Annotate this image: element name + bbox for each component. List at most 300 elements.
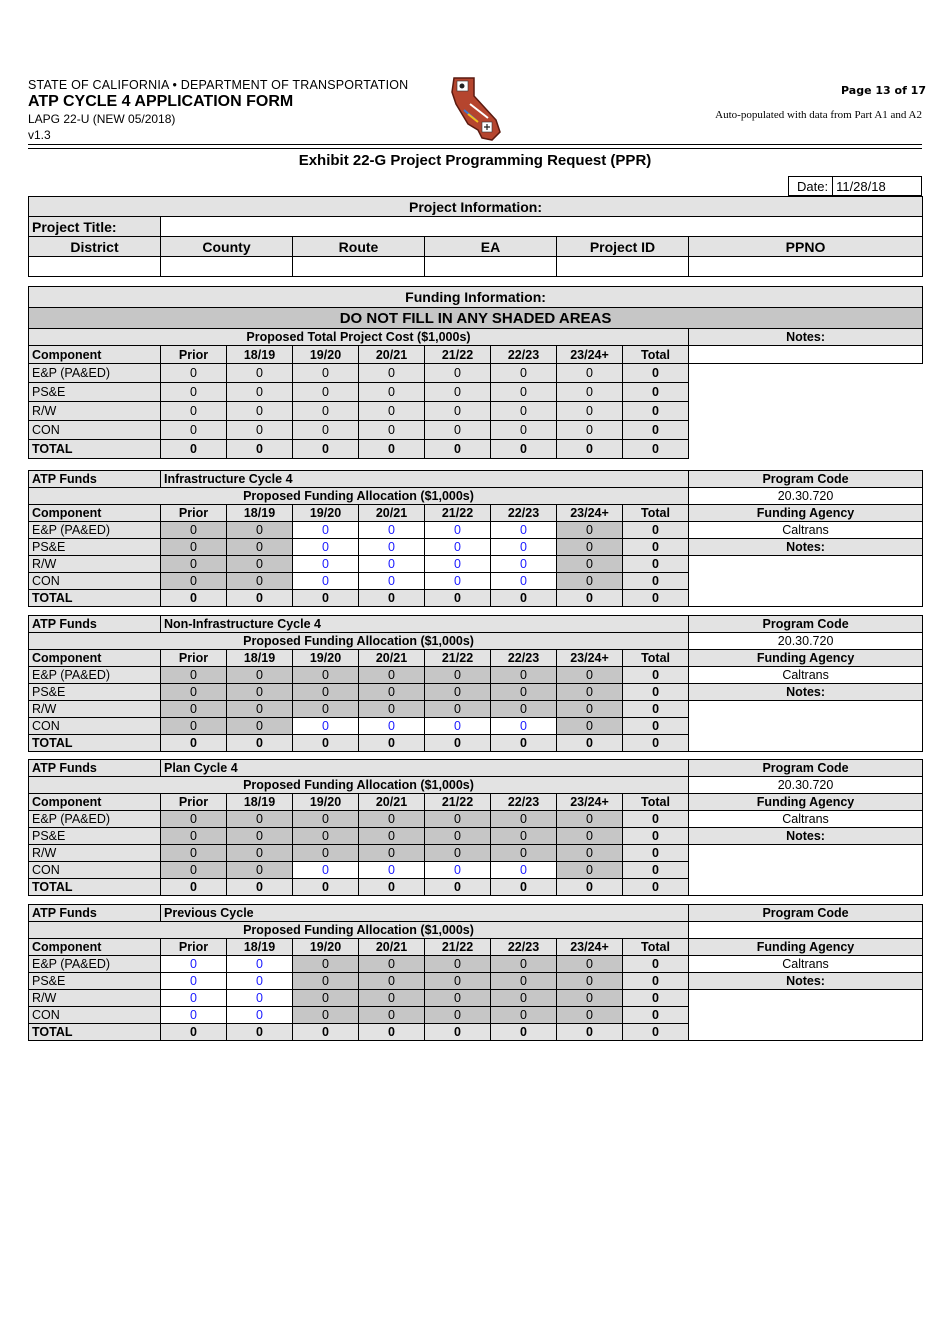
cost-value: 0 — [293, 440, 359, 459]
allocation-value[interactable]: 0 — [227, 1007, 293, 1024]
column-header: 23/24+ — [557, 505, 623, 522]
column-header: 21/22 — [425, 505, 491, 522]
column-header: 19/20 — [293, 346, 359, 364]
allocation-value: 0 — [227, 701, 293, 718]
allocation-value: 0 — [161, 879, 227, 896]
component-label: R/W — [29, 845, 161, 862]
funding-agency-value[interactable]: Caltrans — [689, 667, 923, 684]
component-label: E&P (PA&ED) — [29, 364, 161, 383]
allocation-value: 0 — [557, 990, 623, 1007]
allocation-value[interactable]: 0 — [293, 556, 359, 573]
allocation-value: 0 — [557, 718, 623, 735]
cost-value: 0 — [293, 364, 359, 383]
allocation-value: 0 — [359, 1024, 425, 1041]
allocation-value: 0 — [359, 956, 425, 973]
allocation-value: 0 — [161, 811, 227, 828]
allocation-value: 0 — [623, 1007, 689, 1024]
form-title: ATP CYCLE 4 APPLICATION FORM — [28, 93, 294, 110]
funding-agency-value[interactable]: Caltrans — [689, 956, 923, 973]
allocation-value: 0 — [161, 667, 227, 684]
column-header: Prior — [161, 650, 227, 667]
cost-value: 0 — [491, 440, 557, 459]
allocation-value: 0 — [425, 879, 491, 896]
allocation-value: 0 — [557, 811, 623, 828]
component-label: R/W — [29, 402, 161, 421]
allocation-value: 0 — [557, 539, 623, 556]
allocation-value: 0 — [425, 590, 491, 607]
allocation-row — [29, 828, 923, 845]
allocation-value: 0 — [623, 1024, 689, 1041]
allocation-value[interactable]: 0 — [161, 1007, 227, 1024]
allocation-value: 0 — [623, 522, 689, 539]
cost-value: 0 — [557, 421, 623, 440]
allocation-value: 0 — [623, 718, 689, 735]
program-code-value[interactable]: 20.30.720 — [689, 777, 923, 794]
column-header: 18/19 — [227, 650, 293, 667]
allocation-value: 0 — [293, 845, 359, 862]
allocation-value[interactable]: 0 — [359, 862, 425, 879]
route-header: Route — [293, 237, 425, 257]
allocation-value[interactable]: 0 — [425, 522, 491, 539]
cost-value: 0 — [161, 364, 227, 383]
allocation-value: 0 — [161, 828, 227, 845]
column-header: 18/19 — [227, 939, 293, 956]
allocation-row — [29, 990, 923, 1007]
allocation-value: 0 — [425, 990, 491, 1007]
allocation-value: 0 — [623, 735, 689, 752]
component-label: CON — [29, 718, 161, 735]
allocation-value: 0 — [293, 1007, 359, 1024]
date-field[interactable]: 11/28/18 — [836, 179, 886, 194]
allocation-row — [29, 811, 923, 828]
funding-agency-value[interactable]: Caltrans — [689, 811, 923, 828]
allocation-value: 0 — [161, 556, 227, 573]
allocation-value: 0 — [557, 573, 623, 590]
column-header: 19/20 — [293, 794, 359, 811]
component-label: PS&E — [29, 539, 161, 556]
column-header: 21/22 — [425, 939, 491, 956]
allocation-value: 0 — [623, 684, 689, 701]
fund-cycle-name: Infrastructure Cycle 4 — [161, 471, 689, 488]
cost-value: 0 — [557, 383, 623, 402]
column-header: 23/24+ — [557, 939, 623, 956]
column-header: 19/20 — [293, 650, 359, 667]
funding-section-table — [28, 759, 923, 896]
allocation-value: 0 — [161, 684, 227, 701]
header-rule-secondary — [28, 148, 922, 149]
funding-section-table — [28, 470, 923, 607]
allocation-value[interactable]: 0 — [227, 990, 293, 1007]
cost-value: 0 — [227, 421, 293, 440]
allocation-value: 0 — [557, 1024, 623, 1041]
exhibit-title: Exhibit 22-G Project Programming Request (PPR) — [298, 152, 652, 169]
allocation-value: 0 — [425, 667, 491, 684]
allocation-value: 0 — [359, 845, 425, 862]
cost-value: 0 — [491, 383, 557, 402]
column-header: Total — [623, 650, 689, 667]
column-header: Total — [623, 346, 689, 364]
allocation-value: 0 — [491, 973, 557, 990]
allocation-value: 0 — [425, 956, 491, 973]
allocation-value: 0 — [425, 973, 491, 990]
allocation-value[interactable]: 0 — [359, 556, 425, 573]
allocation-value[interactable]: 0 — [491, 718, 557, 735]
allocation-value: 0 — [491, 667, 557, 684]
cost-value: 0 — [227, 440, 293, 459]
column-header: 19/20 — [293, 939, 359, 956]
allocation-value: 0 — [293, 956, 359, 973]
component-label: TOTAL — [29, 879, 161, 896]
project-id-field[interactable] — [557, 257, 689, 277]
allocation-value[interactable]: 0 — [491, 573, 557, 590]
allocation-value[interactable]: 0 — [227, 973, 293, 990]
allocation-value: 0 — [491, 845, 557, 862]
allocation-value[interactable]: 0 — [161, 990, 227, 1007]
notes-field[interactable] — [689, 701, 923, 752]
notes-label: Notes: — [689, 684, 923, 701]
allocation-value: 0 — [293, 973, 359, 990]
component-label: TOTAL — [29, 735, 161, 752]
allocation-value: 0 — [623, 811, 689, 828]
component-label: PS&E — [29, 383, 161, 402]
allocation-value: 0 — [227, 879, 293, 896]
cost-value: 0 — [623, 421, 689, 440]
project-information-table — [28, 196, 923, 277]
allocation-value: 0 — [359, 667, 425, 684]
allocation-value: 0 — [293, 879, 359, 896]
notes-label: Notes: — [689, 973, 923, 990]
allocation-value[interactable]: 0 — [359, 522, 425, 539]
allocation-value: 0 — [557, 956, 623, 973]
cost-row — [29, 364, 923, 383]
allocation-value: 0 — [227, 590, 293, 607]
allocation-value: 0 — [227, 1024, 293, 1041]
county-header: County — [161, 237, 293, 257]
auto-populated-note: Auto-populated with data from Part A1 and A2 — [715, 109, 922, 121]
allocation-value[interactable]: 0 — [293, 718, 359, 735]
column-header: 20/21 — [359, 650, 425, 667]
date-box — [788, 176, 922, 196]
allocation-value: 0 — [425, 845, 491, 862]
allocation-value: 0 — [227, 845, 293, 862]
allocation-value[interactable]: 0 — [425, 718, 491, 735]
cost-value: 0 — [161, 383, 227, 402]
cost-value: 0 — [623, 402, 689, 421]
component-label: E&P (PA&ED) — [29, 811, 161, 828]
allocation-row — [29, 684, 923, 701]
allocation-value: 0 — [359, 811, 425, 828]
allocation-value: 0 — [557, 667, 623, 684]
column-header: 22/23 — [491, 794, 557, 811]
allocation-value: 0 — [293, 590, 359, 607]
allocation-caption: Proposed Funding Allocation ($1,000s) — [29, 922, 689, 939]
allocation-value: 0 — [161, 539, 227, 556]
allocation-value: 0 — [227, 735, 293, 752]
allocation-value: 0 — [227, 667, 293, 684]
allocation-value: 0 — [491, 811, 557, 828]
allocation-value: 0 — [425, 1024, 491, 1041]
project-information-heading: Project Information: — [29, 197, 923, 217]
cost-value: 0 — [623, 440, 689, 459]
component-label: E&P (PA&ED) — [29, 956, 161, 973]
allocation-value[interactable]: 0 — [227, 956, 293, 973]
allocation-value[interactable]: 0 — [491, 556, 557, 573]
component-label: CON — [29, 1007, 161, 1024]
component-header: Component — [29, 794, 161, 811]
funding-information-heading: Funding Information: — [29, 287, 923, 308]
allocation-value[interactable]: 0 — [293, 539, 359, 556]
notes-label: Notes: — [689, 329, 923, 346]
route-field[interactable] — [293, 257, 425, 277]
column-header: Prior — [161, 505, 227, 522]
cost-row — [29, 383, 923, 402]
column-header: 21/22 — [425, 650, 491, 667]
column-header: 21/22 — [425, 346, 491, 364]
allocation-value[interactable]: 0 — [293, 573, 359, 590]
allocation-value[interactable]: 0 — [359, 718, 425, 735]
allocation-value: 0 — [227, 522, 293, 539]
program-code-value[interactable]: 20.30.720 — [689, 488, 923, 505]
allocation-value: 0 — [293, 828, 359, 845]
component-label: E&P (PA&ED) — [29, 522, 161, 539]
ppno-field[interactable] — [689, 257, 923, 277]
allocation-value: 0 — [491, 590, 557, 607]
allocation-value: 0 — [161, 573, 227, 590]
allocation-row — [29, 667, 923, 684]
allocation-value: 0 — [557, 684, 623, 701]
cost-value: 0 — [227, 383, 293, 402]
cost-value: 0 — [491, 421, 557, 440]
funding-agency-label: Funding Agency — [689, 650, 923, 667]
cost-value: 0 — [425, 364, 491, 383]
program-code-label: Program Code — [689, 760, 923, 777]
column-header: 20/21 — [359, 505, 425, 522]
allocation-value[interactable]: 0 — [161, 973, 227, 990]
allocation-value: 0 — [359, 684, 425, 701]
ea-header: EA — [425, 237, 557, 257]
allocation-value: 0 — [161, 845, 227, 862]
allocation-value: 0 — [557, 879, 623, 896]
column-header: 23/24+ — [557, 650, 623, 667]
column-header: Prior — [161, 794, 227, 811]
allocation-value: 0 — [425, 828, 491, 845]
atp-funds-label: ATP Funds — [29, 471, 161, 488]
cost-row — [29, 402, 923, 421]
allocation-value: 0 — [227, 573, 293, 590]
cost-notes-field[interactable] — [689, 346, 923, 364]
notes-label: Notes: — [689, 539, 923, 556]
cost-value: 0 — [161, 440, 227, 459]
allocation-value: 0 — [491, 956, 557, 973]
funding-agency-value[interactable]: Caltrans — [689, 522, 923, 539]
atp-funds-label: ATP Funds — [29, 905, 161, 922]
allocation-value: 0 — [359, 701, 425, 718]
column-header: 23/24+ — [557, 346, 623, 364]
allocation-value[interactable]: 0 — [491, 539, 557, 556]
column-header: 19/20 — [293, 505, 359, 522]
atp-funds-label: ATP Funds — [29, 760, 161, 777]
allocation-value[interactable]: 0 — [293, 862, 359, 879]
allocation-value: 0 — [227, 828, 293, 845]
allocation-value[interactable]: 0 — [491, 862, 557, 879]
allocation-value: 0 — [491, 1024, 557, 1041]
cost-row — [29, 440, 923, 459]
column-header: 18/19 — [227, 794, 293, 811]
allocation-row — [29, 539, 923, 556]
allocation-value[interactable]: 0 — [425, 862, 491, 879]
allocation-value: 0 — [425, 811, 491, 828]
program-code-value[interactable] — [689, 922, 923, 939]
component-label: TOTAL — [29, 1024, 161, 1041]
allocation-value: 0 — [623, 573, 689, 590]
allocation-value: 0 — [293, 811, 359, 828]
allocation-value: 0 — [557, 828, 623, 845]
fund-cycle-name: Non-Infrastructure Cycle 4 — [161, 616, 689, 633]
allocation-row — [29, 522, 923, 539]
form-version: v1.3 — [28, 128, 51, 142]
allocation-value: 0 — [161, 735, 227, 752]
cost-value: 0 — [359, 440, 425, 459]
allocation-row — [29, 973, 923, 990]
notes-field[interactable] — [689, 556, 923, 607]
cost-value: 0 — [293, 383, 359, 402]
allocation-caption: Proposed Funding Allocation ($1,000s) — [29, 777, 689, 794]
component-label: PS&E — [29, 828, 161, 845]
program-code-value[interactable]: 20.30.720 — [689, 633, 923, 650]
component-label: CON — [29, 421, 161, 440]
date-label: Date: — [789, 177, 833, 195]
cost-value: 0 — [623, 364, 689, 383]
funding-agency-label: Funding Agency — [689, 794, 923, 811]
cost-value: 0 — [491, 402, 557, 421]
allocation-value: 0 — [623, 973, 689, 990]
district-field[interactable] — [29, 257, 161, 277]
allocation-value: 0 — [623, 539, 689, 556]
allocation-value: 0 — [491, 879, 557, 896]
allocation-value: 0 — [557, 862, 623, 879]
component-header: Component — [29, 650, 161, 667]
allocation-value: 0 — [161, 718, 227, 735]
allocation-value: 0 — [425, 1007, 491, 1024]
notes-label: Notes: — [689, 828, 923, 845]
allocation-value: 0 — [557, 701, 623, 718]
allocation-value[interactable]: 0 — [359, 573, 425, 590]
allocation-value[interactable]: 0 — [425, 539, 491, 556]
allocation-value: 0 — [623, 556, 689, 573]
ea-field[interactable] — [425, 257, 557, 277]
allocation-value[interactable]: 0 — [491, 522, 557, 539]
cost-value: 0 — [227, 364, 293, 383]
allocation-value: 0 — [491, 684, 557, 701]
notes-field[interactable] — [689, 845, 923, 896]
district-header: District — [29, 237, 161, 257]
allocation-value[interactable]: 0 — [425, 556, 491, 573]
cost-value: 0 — [425, 421, 491, 440]
column-header: Total — [623, 794, 689, 811]
allocation-value: 0 — [623, 956, 689, 973]
component-header: Component — [29, 505, 161, 522]
allocation-value: 0 — [359, 828, 425, 845]
column-header: 22/23 — [491, 650, 557, 667]
allocation-value[interactable]: 0 — [359, 539, 425, 556]
allocation-value: 0 — [227, 539, 293, 556]
allocation-value: 0 — [623, 701, 689, 718]
county-field[interactable] — [161, 257, 293, 277]
component-label: PS&E — [29, 684, 161, 701]
allocation-value: 0 — [161, 701, 227, 718]
allocation-value: 0 — [293, 990, 359, 1007]
allocation-value: 0 — [227, 556, 293, 573]
allocation-value: 0 — [227, 718, 293, 735]
allocation-caption: Proposed Funding Allocation ($1,000s) — [29, 633, 689, 650]
allocation-value: 0 — [161, 1024, 227, 1041]
allocation-row — [29, 556, 923, 573]
funding-agency-label: Funding Agency — [689, 939, 923, 956]
cost-value: 0 — [359, 421, 425, 440]
column-header: 21/22 — [425, 794, 491, 811]
cost-value: 0 — [227, 402, 293, 421]
allocation-value: 0 — [557, 973, 623, 990]
allocation-value: 0 — [359, 590, 425, 607]
cost-value: 0 — [161, 421, 227, 440]
program-code-label: Program Code — [689, 905, 923, 922]
allocation-value[interactable]: 0 — [161, 956, 227, 973]
program-code-label: Program Code — [689, 471, 923, 488]
allocation-value: 0 — [359, 735, 425, 752]
cost-value: 0 — [359, 402, 425, 421]
allocation-value[interactable]: 0 — [425, 573, 491, 590]
allocation-value: 0 — [557, 735, 623, 752]
allocation-value[interactable]: 0 — [293, 522, 359, 539]
column-header: 22/23 — [491, 346, 557, 364]
cost-value: 0 — [491, 364, 557, 383]
allocation-value: 0 — [227, 684, 293, 701]
column-header: Total — [623, 939, 689, 956]
component-label: R/W — [29, 556, 161, 573]
allocation-row — [29, 956, 923, 973]
component-label: TOTAL — [29, 440, 161, 459]
allocation-value: 0 — [293, 684, 359, 701]
component-label: TOTAL — [29, 590, 161, 607]
notes-field[interactable] — [689, 990, 923, 1041]
allocation-value: 0 — [359, 973, 425, 990]
header-rule — [28, 144, 922, 145]
component-header: Component — [29, 939, 161, 956]
component-label: CON — [29, 862, 161, 879]
component-label: PS&E — [29, 973, 161, 990]
allocation-value: 0 — [557, 556, 623, 573]
allocation-value: 0 — [425, 735, 491, 752]
allocation-value: 0 — [491, 701, 557, 718]
project-title-field[interactable] — [161, 217, 923, 237]
allocation-value: 0 — [293, 701, 359, 718]
column-header: 20/21 — [359, 794, 425, 811]
funding-information-table — [28, 286, 923, 459]
column-header: 22/23 — [491, 505, 557, 522]
funding-section-table — [28, 904, 923, 1041]
agency-name: STATE OF CALIFORNIA • DEPARTMENT OF TRANSPORTATION — [28, 78, 409, 92]
allocation-row — [29, 701, 923, 718]
allocation-row — [29, 845, 923, 862]
atp-california-logo — [448, 74, 504, 142]
column-header: Total — [623, 505, 689, 522]
allocation-value: 0 — [491, 990, 557, 1007]
cost-value: 0 — [623, 383, 689, 402]
cost-value: 0 — [425, 402, 491, 421]
allocation-value: 0 — [227, 811, 293, 828]
allocation-value: 0 — [623, 862, 689, 879]
form-header — [28, 78, 926, 144]
